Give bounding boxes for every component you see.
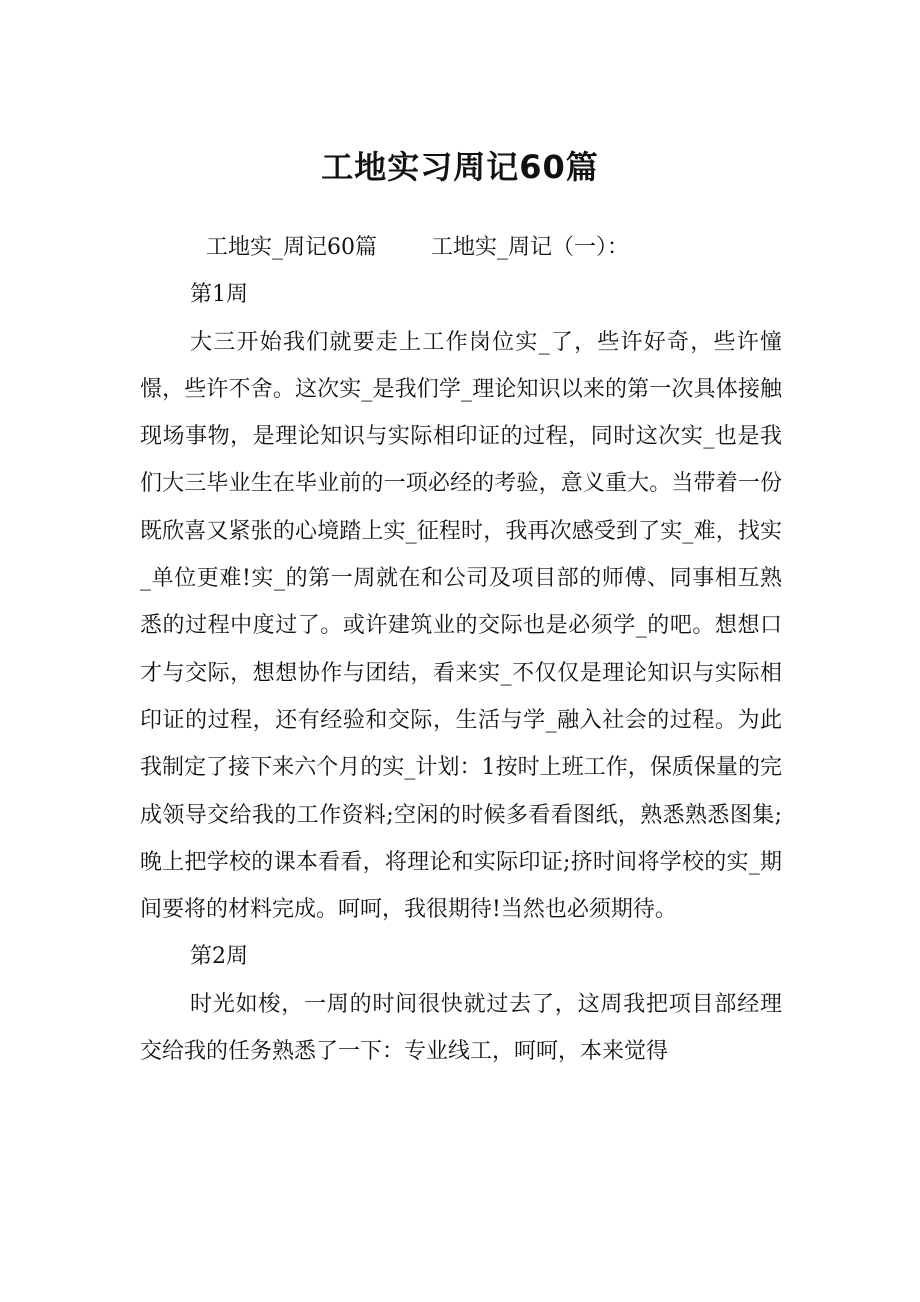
intro-line — [140, 224, 782, 271]
intro-right-text: 工地实_周记（一）： — [431, 235, 630, 260]
week-1-paragraph: 大三开始我们就要走上工作岗位实_了，些许好奇，些许憧憬，些许不舍。这次实_是我们学_理论知识以来的第一次具体接触现场事物，是理论知识与实际相印证的过程，同时这次实_也是我们大三毕业生在毕业前的一项必经的考验，意义重大。当带着一份既欣喜又紧张的心境踏上实_征程时，我再次感受到了实_难，找实_单位更难!实_的第一周就在和公司及项目部的师傅、同事相互熟悉的过程中度过了。或许建筑业的交际也是必须学_的吧。想想口才与交际，想想协作与团结，看来实_不仅仅是理论知识与实际相印证的过程，还有经验和交际，生活与学_融入社会的过程。为此我制定了接下来六个月的实_计划：1按时上班工作，保质保量的完成领导交给我的工作资料;空闲的时候多看看图纸，熟悉熟悉图集;晚上把学校的课本看看，将理论和实际印证;挤时间将学校的实_期间要将的材料完成。呵呵，我很期待!当然也必须期待。 — [140, 329, 782, 923]
week-2-paragraph: 时光如梭，一周的时间很快就过去了，这周我把项目部经理交给我的任务熟悉了一下：专业线工，呵呵，本来觉得 — [140, 991, 782, 1065]
week-1-heading: 第1周 — [190, 282, 248, 308]
document-body — [140, 224, 782, 1075]
intro-left-text: 工地实_周记60篇 — [206, 235, 377, 260]
document-title: 工地实习周记60篇 — [321, 148, 599, 186]
week-2-heading: 第2周 — [190, 944, 248, 970]
